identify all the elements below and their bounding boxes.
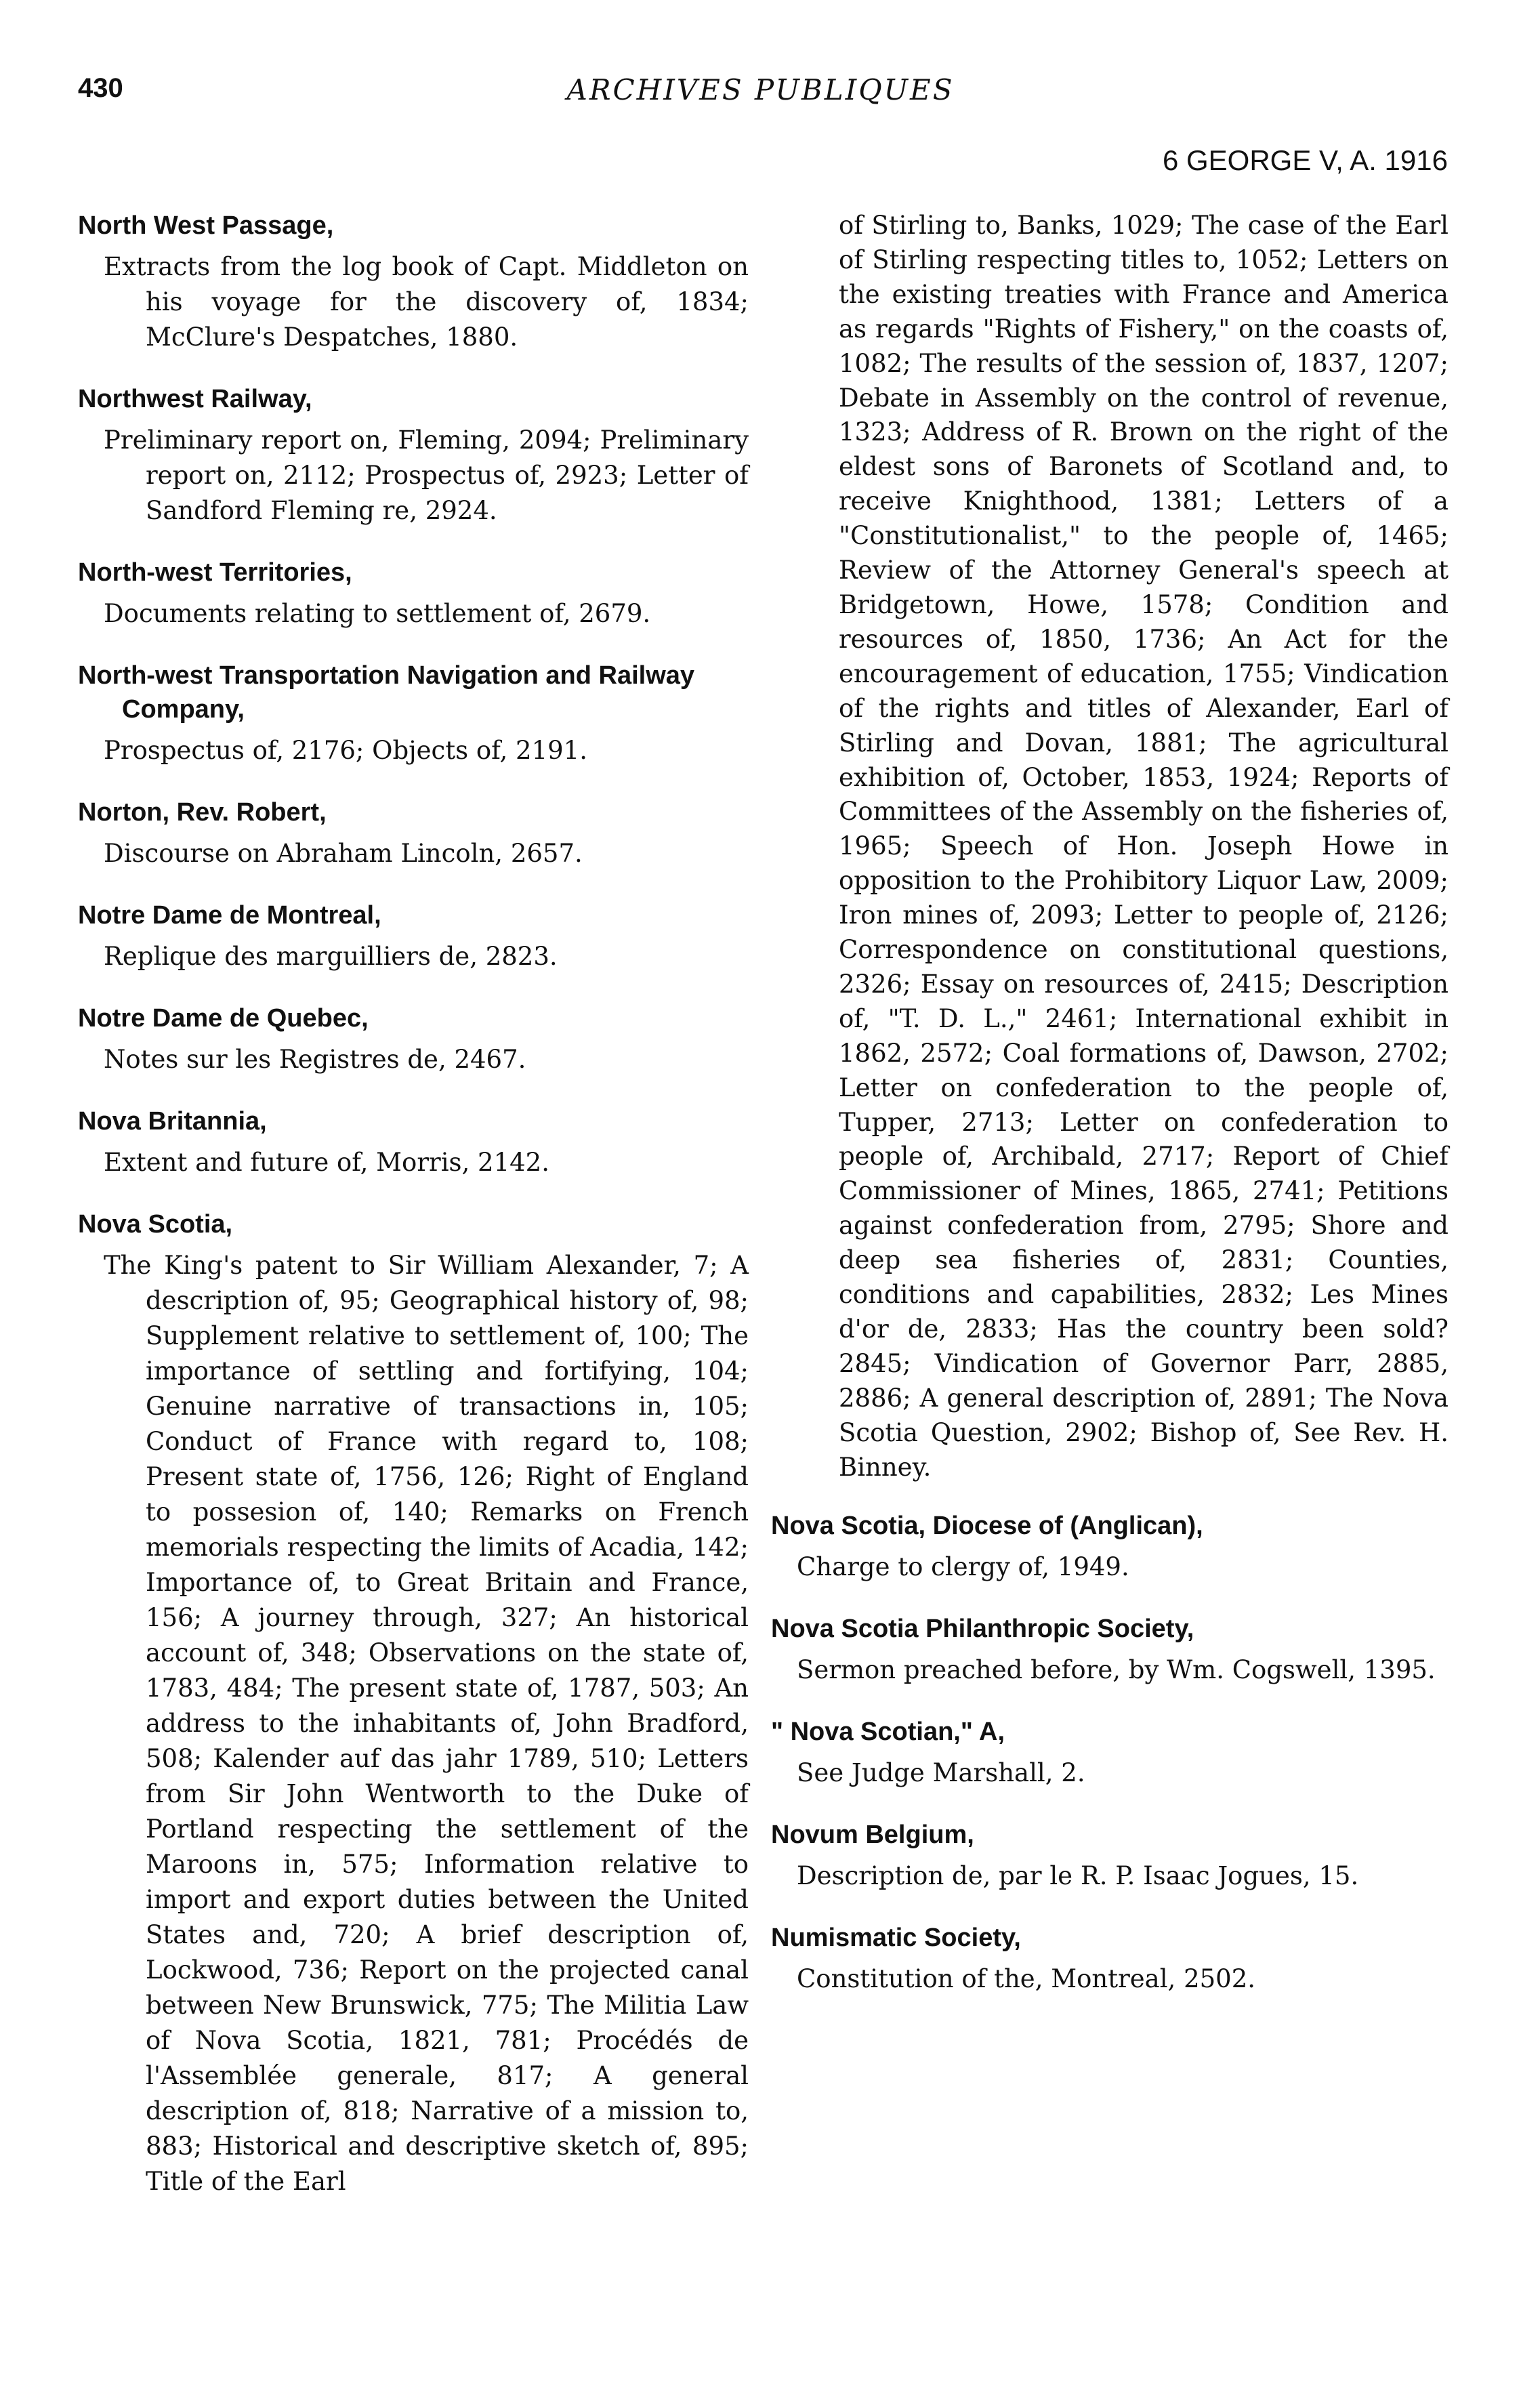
entry-text: See Judge Marshall, 2. [797, 1758, 1085, 1787]
left-column [78, 209, 749, 2226]
entry-text: Description de, par le R. P. Isaac Jogues, 15. [797, 1861, 1359, 1890]
entry-heading: " Nova Scotian," A, [771, 1717, 1005, 1746]
entry-text: Discourse on Abraham Lincoln, 2657. [104, 839, 583, 868]
index-entry [78, 209, 749, 355]
index-entry [78, 556, 749, 631]
index-entry [771, 1921, 1449, 1997]
index-entry [78, 382, 749, 528]
entry-heading: Notre Dame de Quebec, [78, 1004, 369, 1033]
index-entry [771, 1715, 1449, 1791]
entry-heading: Northwest Railway, [78, 385, 312, 413]
entry-text: Constitution of the, Montreal, 2502. [797, 1964, 1256, 1993]
index-entry [78, 1207, 749, 2199]
index-entry [78, 1001, 749, 1077]
entry-heading: Norton, Rev. Robert, [78, 798, 327, 827]
entry-heading: Novum Belgium, [771, 1820, 974, 1849]
entry-heading: Numismatic Society, [771, 1923, 1021, 1952]
session-label: 6 GEORGE V, A. 1916 [1162, 144, 1448, 176]
entry-text: The King's patent to Sir William Alexander, 7; A description of, 95; Geographical history of, 98; Supplement relative to settlement of, 100; The importance of settling and fortifying, 104; Genuine narrative of transactions in, 105; Conduct of France with regard to, 108; Present state of, 1756, 126; Right of England to possesion of, 140; Remarks on French memorials respecting the limits of Acadia, 142; Importance of, to Great Britain and France, 156; A journey through, 327; An historical account of, 348; Observations on the state of, 1783, 484; The present state of, 1787, 503; An address to the inhabitants of, John Bradford, 508; Kalender auf das jahr 1789, 510; Letters from Sir John Wentworth to the Duke of Portland respecting the settlement of the Maroons in, 575; Information relative to import and export duties between the United States and, 720; A brief description of, Lockwood, 736; Report on the projected canal between New Brunswick, 775; The Militia Law of Nova Scotia, 1821, 781; Procédés de l'Assemblée generale, 817; A general description of, 818; Narrative of a mission to, 883; Historical and descriptive sketch of, 895; Title of the Earl [104, 1251, 749, 2196]
entry-text: Charge to clergy of, 1949. [797, 1552, 1129, 1581]
entry-heading: Notre Dame de Montreal, [78, 901, 381, 930]
index-entry [78, 659, 749, 768]
entry-heading: Nova Scotia Philanthropic Society, [771, 1614, 1194, 1643]
entry-text: Notes sur les Registres de, 2467. [104, 1045, 526, 1074]
entry-heading: Nova Scotia, [78, 1210, 233, 1239]
index-entry [78, 898, 749, 974]
entry-heading: Nova Britannia, [78, 1107, 267, 1136]
index-entry [771, 1612, 1449, 1688]
index-entry [78, 795, 749, 871]
entry-heading: North-west Territories, [78, 558, 352, 587]
index-entry [771, 1818, 1449, 1894]
entry-text: Extracts from the log book of Capt. Middleton on his voyage for the discovery of, 1834; McClure's Despatches, 1880. [104, 252, 749, 352]
entry-heading: North West Passage, [78, 211, 334, 240]
right-column [771, 209, 1449, 2024]
running-title: ARCHIVES PUBLIQUES [566, 73, 955, 106]
entry-text: Documents relating to settlement of, 2679. [104, 599, 651, 628]
entry-text: Sermon preached before, by Wm. Cogswell, 1395. [797, 1655, 1436, 1684]
entry-text: Extent and future of, Morris, 2142. [104, 1148, 549, 1177]
entry-text: Replique des marguilliers de, 2823. [104, 942, 558, 971]
entry-continuation: of Stirling to, Banks, 1029; The case of the Earl of Stirling respecting titles to, 1052; Letters on the existing treaties with France and America as regards "Rights of Fishery," on the coasts of, 1082; The results of the session of, 1837, 1207; Debate in Assembly on the control of revenue, 1323; Address of R. Brown on the right of the eldest sons of Baronets of Scotland and, to receive Knighthood, 1381; Letters of a "Constitutionalist," to the people of, 1465; Review of the Attorney General's speech at Bridgetown, Howe, 1578; Condition and resources of, 1850, 1736; An Act for the encouragement of education, 1755; Vindication of the rights and titles of Alexander, Earl of Stirling and Dovan, 1881; The agricultural exhibition of, October, 1853, 1924; Reports of Committees of the Assembly on the fisheries of, 1965; Speech of Hon. Joseph Howe in opposition to the Prohibitory Liquor Law, 2009; Iron mines of, 2093; Letter to people of, 2126; Correspondence on constitutional questions, 2326; Essay on resources of, 2415; Description of, "T. D. L.," 2461; International exhibit in 1862, 2572; Coal formations of, Dawson, 2702; Letter on confederation to the people of, Tupper, 2713; Letter on confederation to people of, Archibald, 2717; Report of Chief Commissioner of Mines, 1865, 2741; Petitions against confederation from, 2795; Shore and deep sea fisheries of, 2831; Counties, conditions and capabilities, 2832; Les Mines d'or de, 2833; Has the country been sold? 2845; Vindication of Governor Parr, 2885, 2886; A general description of, 2891; The Nova Scotia Question, 2902; Bishop of, See Rev. H. Binney. [839, 211, 1449, 1482]
entry-heading: Nova Scotia, Diocese of (Anglican), [771, 1511, 1203, 1540]
entry-heading: North-west Transportation Navigation and Railway Company, [78, 661, 695, 724]
page-number: 430 [78, 73, 123, 103]
entry-text: Prospectus of, 2176; Objects of, 2191. [104, 736, 587, 765]
index-entry [78, 1104, 749, 1180]
index-entry [771, 1509, 1449, 1585]
entry-text: Preliminary report on, Fleming, 2094; Preliminary report on, 2112; Prospectus of, 2923; Letter of Sandford Fleming re, 2924. [104, 425, 749, 525]
